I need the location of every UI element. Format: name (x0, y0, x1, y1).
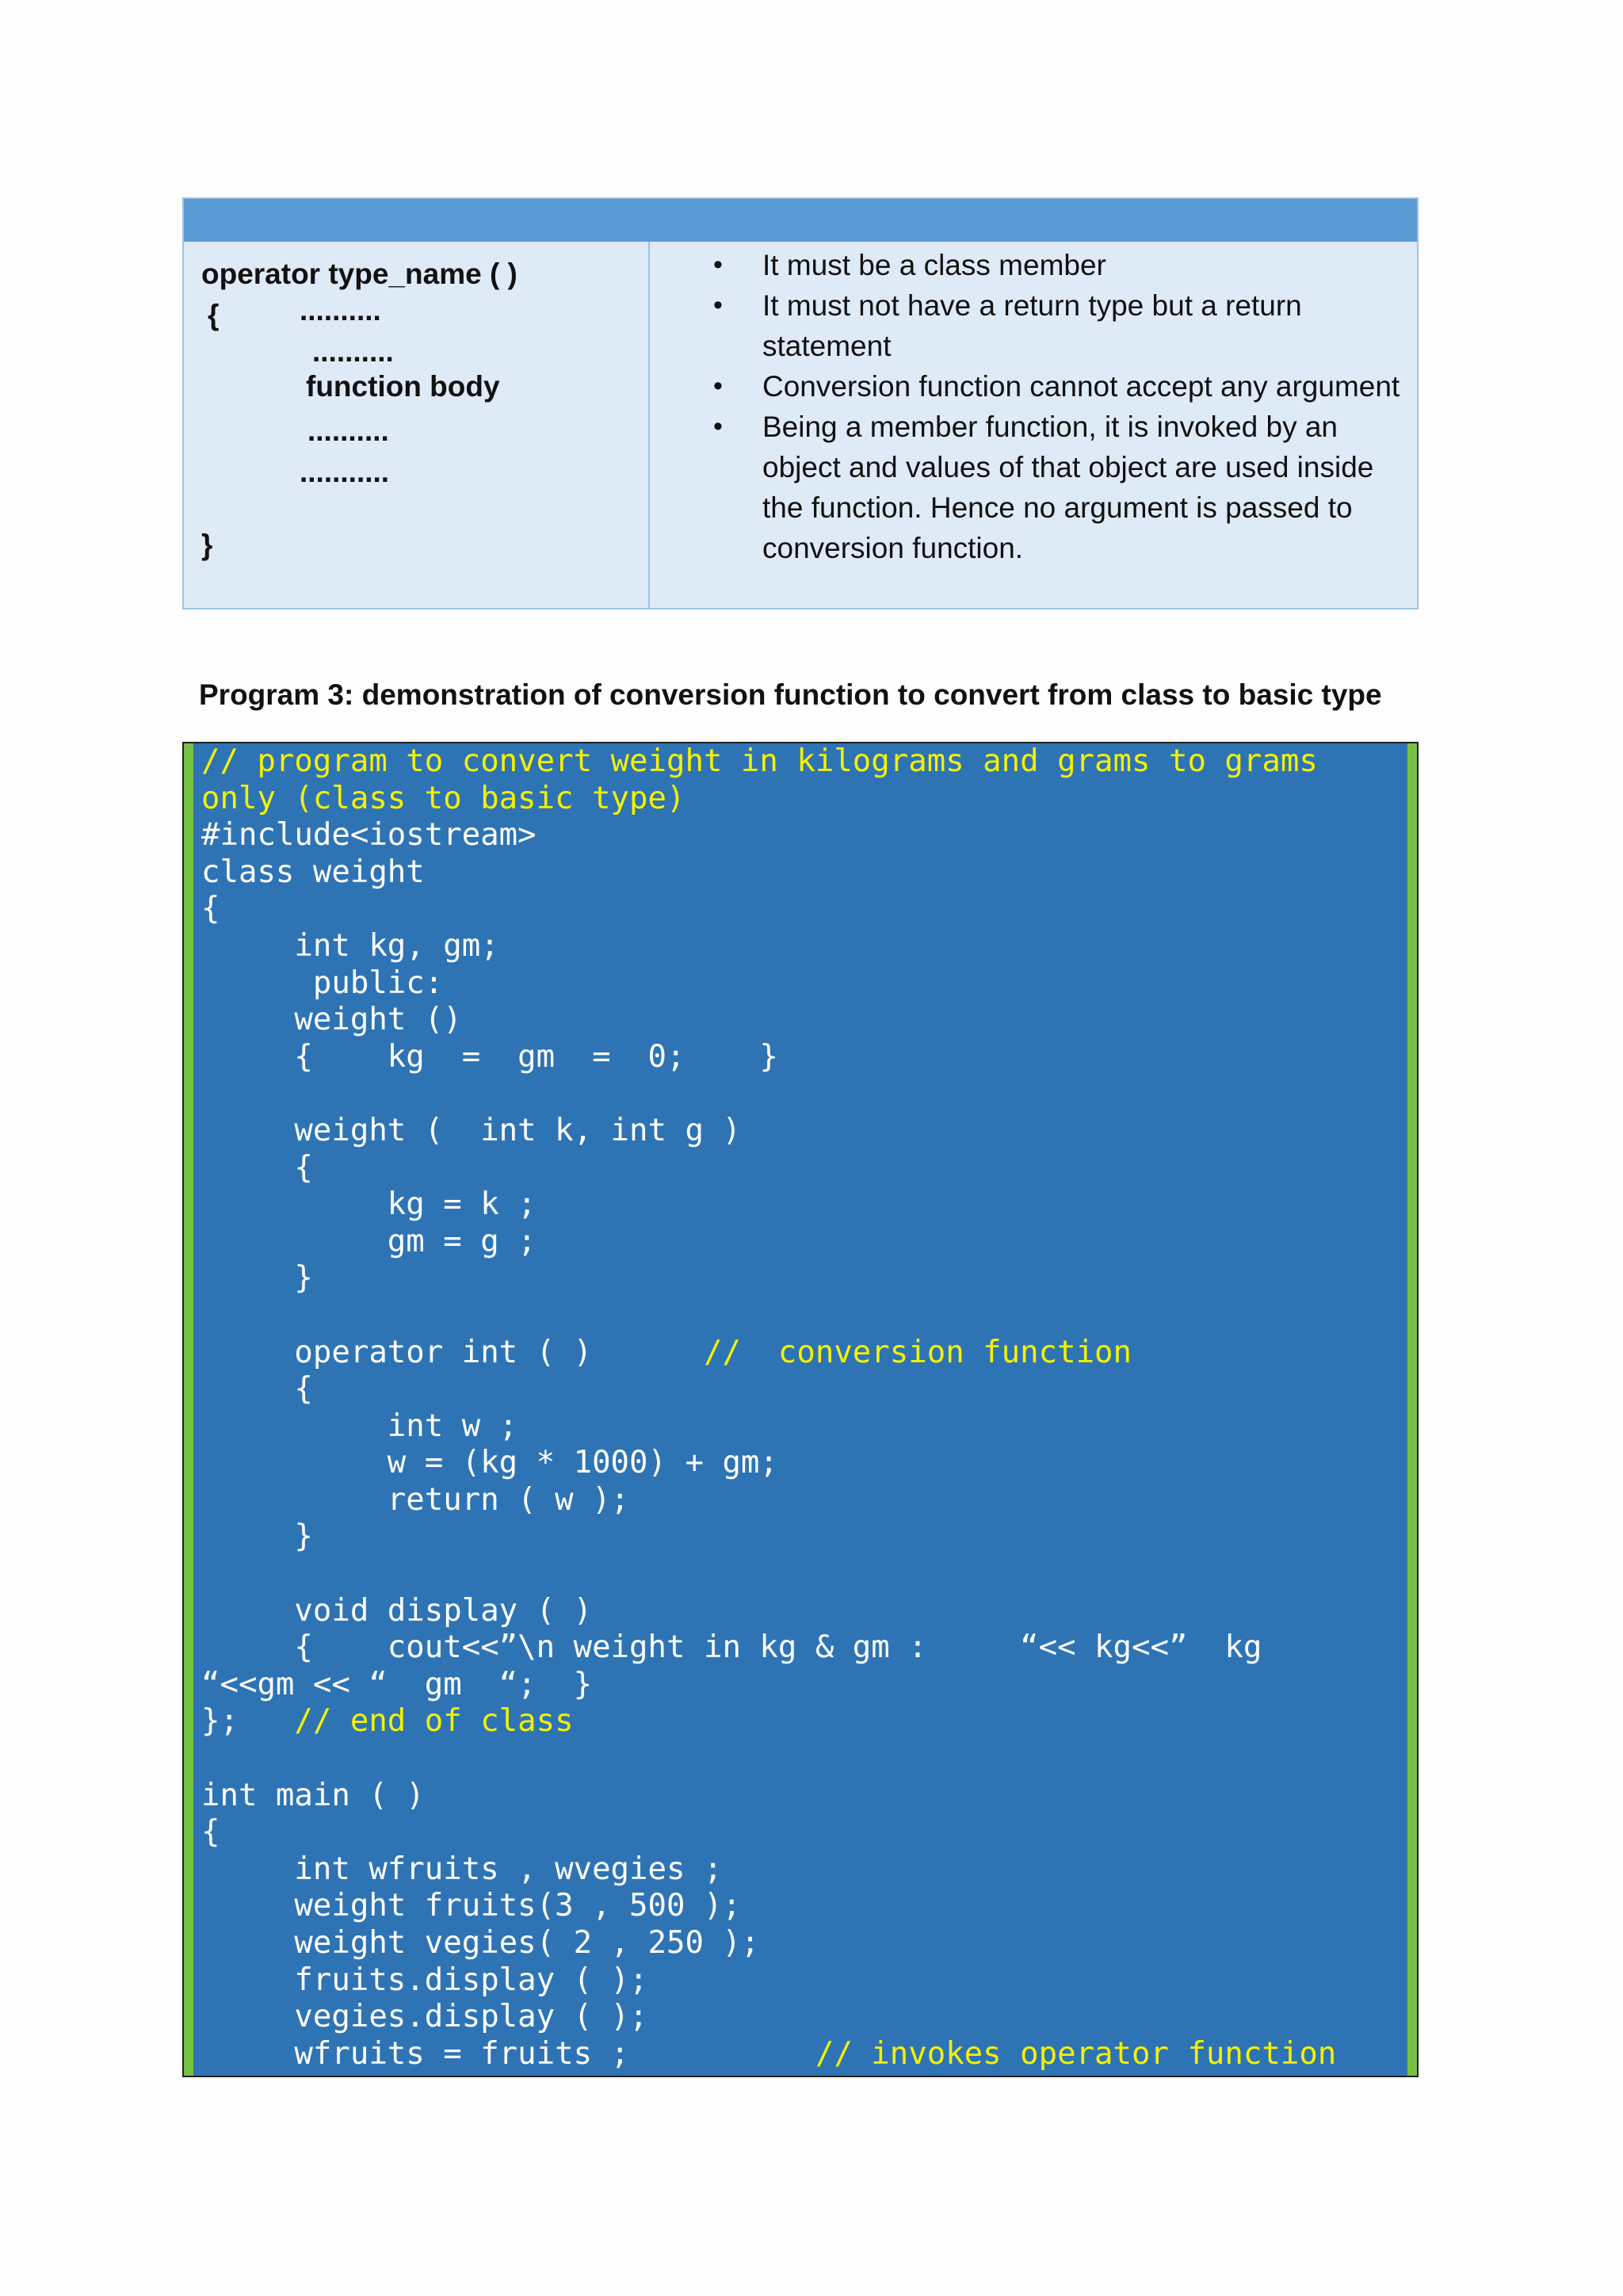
code-text: kg = k ; (201, 1186, 537, 1223)
code-text: weight ( int k, int g ) (201, 1112, 741, 1148)
code-text: #include<iostream> (201, 817, 537, 854)
code-text: } (201, 1260, 313, 1297)
list-item (650, 407, 1401, 568)
code-line (201, 1186, 1406, 1224)
rule-text: It must not have a return type but a return statement (762, 289, 1302, 362)
code-line (201, 743, 1406, 781)
code-text: int w ; (201, 1408, 518, 1444)
rule-text: Being a member function, it is invoked by an object and values of that object are used inside the function. Hence no argument is passed to conversion function. (762, 411, 1374, 564)
code-text: { (201, 1149, 313, 1186)
code-text: void display ( ) (201, 1592, 593, 1629)
code-comment: // end of class (294, 1703, 574, 1740)
code-line (201, 1335, 1406, 1372)
code-text: int wfruits , wvegies ; (201, 1851, 723, 1887)
bullet-icon: • (713, 371, 723, 401)
conversion-function-table (182, 197, 1419, 609)
code-text: { (201, 1371, 313, 1408)
code-line (201, 1888, 1406, 1925)
code-text: vegies.display ( ); (201, 1999, 648, 2035)
code-text: { (201, 1814, 220, 1851)
code-text: return ( w ); (201, 1481, 630, 1518)
code-text: gm = g ; (201, 1223, 537, 1259)
code-text: class weight (201, 854, 425, 890)
code-line (201, 1039, 1406, 1076)
syntax-line: .......... (300, 294, 381, 327)
code-text: { kg = gm = 0; } (201, 1038, 778, 1075)
code-line (201, 1371, 1406, 1408)
code-line (201, 1150, 1406, 1187)
bullet-icon: • (713, 290, 723, 320)
code-text: weight vegies( 2 , 250 ); (201, 1925, 760, 1961)
code-line (201, 2036, 1406, 2073)
code-line (201, 1224, 1406, 1261)
code-text: wfruits = fruits ; (201, 2035, 815, 2072)
code-line (201, 928, 1406, 965)
code-line (201, 1814, 1406, 1851)
code-line (201, 891, 1406, 928)
syntax-line: .......... (312, 335, 394, 368)
code-line (201, 1260, 1406, 1297)
syntax-line: function body (306, 370, 500, 403)
code-right-bar (1407, 743, 1417, 2076)
bullet-icon: • (713, 411, 723, 441)
code-line (201, 1297, 1406, 1335)
code-text: { (201, 891, 220, 927)
code-line (201, 1113, 1406, 1150)
code-line (201, 1519, 1406, 1556)
code-text: fruits.display ( ); (201, 1962, 648, 1998)
code-text: weight fruits(3 , 500 ); (201, 1888, 741, 1924)
code-line (201, 1851, 1406, 1889)
code-text: { cout<<”\n weight in kg & gm : “<< kg<<” kg (201, 1629, 1262, 1666)
code-text: } (201, 1519, 313, 1555)
code-line (201, 781, 1406, 818)
rules-cell (650, 242, 1417, 608)
code-text: public: (201, 965, 444, 1001)
code-line (201, 1778, 1406, 1815)
bullet-icon: • (713, 250, 723, 280)
code-left-bar (184, 743, 193, 2076)
code-comment: only (class to basic type) (201, 780, 685, 816)
syntax-line: { (208, 299, 220, 331)
list-item (650, 285, 1401, 366)
code-block (182, 742, 1419, 2077)
program-heading: Program 3: demonstration of conversion function to convert from class to basic type (199, 678, 1382, 711)
code-line (201, 1556, 1406, 1593)
code-line (201, 1999, 1406, 2036)
list-item (650, 245, 1401, 285)
code-line (201, 1002, 1406, 1039)
code-line (201, 1629, 1406, 1667)
syntax-cell (184, 242, 650, 608)
list-item (650, 366, 1401, 407)
code-line (201, 1740, 1406, 1778)
syntax-line: } (201, 529, 213, 561)
code-comment: // conversion function (703, 1334, 1132, 1370)
code-line (201, 1667, 1406, 1704)
code-line (201, 1482, 1406, 1519)
code-text: operator int ( ) (201, 1334, 704, 1370)
rules-list (650, 245, 1401, 568)
code-text: int kg, gm; (201, 927, 499, 964)
code-text: weight () (201, 1002, 462, 1038)
code-text: “<<gm << “ gm “; } (201, 1666, 593, 1702)
code-line (201, 854, 1406, 892)
code-text: }; (201, 1703, 295, 1740)
code-text: w = (kg * 1000) + gm; (201, 1445, 778, 1481)
rule-text: Conversion function cannot accept any argument (762, 370, 1400, 403)
code-line (201, 1962, 1406, 2000)
code-line (201, 1075, 1406, 1113)
code-line (201, 1408, 1406, 1446)
code-lines (201, 743, 1406, 2073)
syntax-line: ........... (300, 456, 390, 488)
table-header-bar (184, 199, 1417, 242)
syntax-line: operator type_name ( ) (201, 258, 517, 290)
code-text: int main ( ) (201, 1777, 425, 1813)
code-line (201, 965, 1406, 1003)
code-line (201, 1925, 1406, 1962)
table-row (184, 242, 1417, 608)
code-comment: // program to convert weight in kilograms and grams to grams (201, 743, 1318, 779)
code-line (201, 1445, 1406, 1482)
rule-text: It must be a class member (762, 249, 1106, 281)
code-comment: // invokes operator function (815, 2035, 1337, 2072)
code-line (201, 1593, 1406, 1630)
code-line (201, 1703, 1406, 1740)
syntax-line: .......... (307, 415, 389, 447)
code-line (201, 817, 1406, 854)
